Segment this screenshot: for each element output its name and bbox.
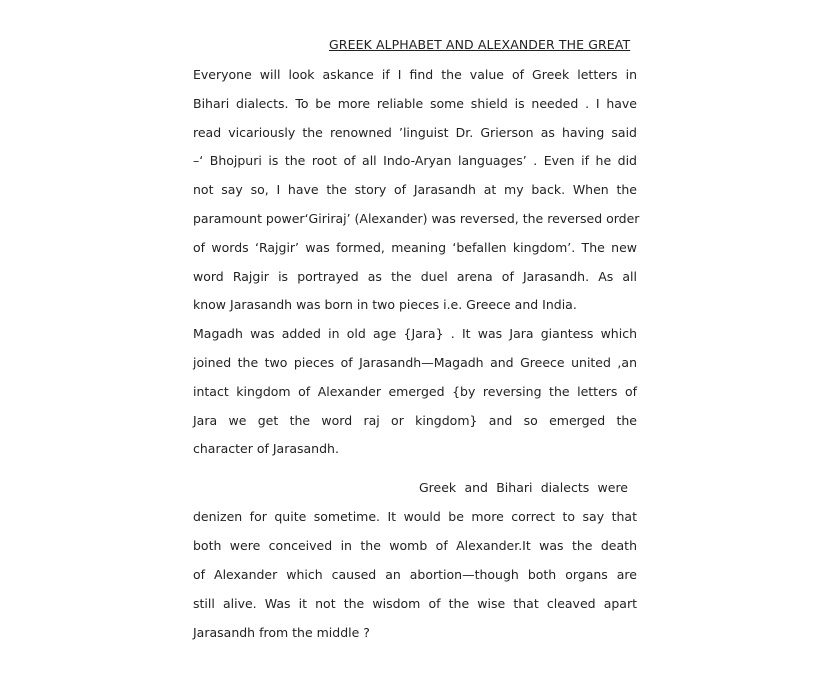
paragraph-1-line: character of Jarasandh. <box>193 441 339 456</box>
paragraph-1-line: not say so, I have the story of Jarasandh at my back. When the <box>193 182 637 197</box>
document-page <box>162 0 678 681</box>
paragraph-2-line: still alive. Was it not the wisdom of the wise that cleaved apart <box>193 596 637 611</box>
paragraph-1-line: of words ‘Rajgir’ was formed, meaning ‘befallen kingdom’. The new <box>193 240 637 255</box>
paragraph-2-line: denizen for quite sometime. It would be more correct to say that <box>193 509 637 524</box>
paragraph-1-line: joined the two pieces of Jarasandh—Magadh and Greece united ,an <box>193 355 637 370</box>
paragraph-1-line: Jara we get the word raj or kingdom} and so emerged the <box>193 413 637 428</box>
paragraph-1-line: read vicariously the renowned ’linguist Dr. Grierson as having said <box>193 125 637 140</box>
paragraph-2-line: Jarasandh from the middle ? <box>193 625 370 640</box>
paragraph-2-line: both were conceived in the womb of Alexander.It was the death <box>193 538 637 553</box>
paragraph-1-line: paramount power‘Giriraj’ (Alexander) was reversed, the reversed order <box>193 211 640 226</box>
paragraph-1-line: Bihari dialects. To be more reliable some shield is needed . I have <box>193 96 637 111</box>
paragraph-1-line: intact kingdom of Alexander emerged {by reversing the letters of <box>193 384 637 399</box>
paragraph-1-line: word Rajgir is portrayed as the duel arena of Jarasandh. As all <box>193 269 637 284</box>
paragraph-1-line: know Jarasandh was born in two pieces i.e. Greece and India. <box>193 297 577 312</box>
paragraph-1-line: Everyone will look askance if I find the value of Greek letters in <box>193 67 637 82</box>
document-title: GREEK ALPHABET AND ALEXANDER THE GREAT <box>329 37 631 52</box>
paragraph-1-line: –‘ Bhojpuri is the root of all Indo-Aryan languages’ . Even if he did <box>193 153 637 168</box>
paragraph-2-line: of Alexander which caused an abortion—though both organs are <box>193 567 637 582</box>
paragraph-2-line: Greek and Bihari dialects were <box>419 480 628 495</box>
paragraph-1-line: Magadh was added in old age {Jara} . It was Jara giantess which <box>193 326 637 341</box>
